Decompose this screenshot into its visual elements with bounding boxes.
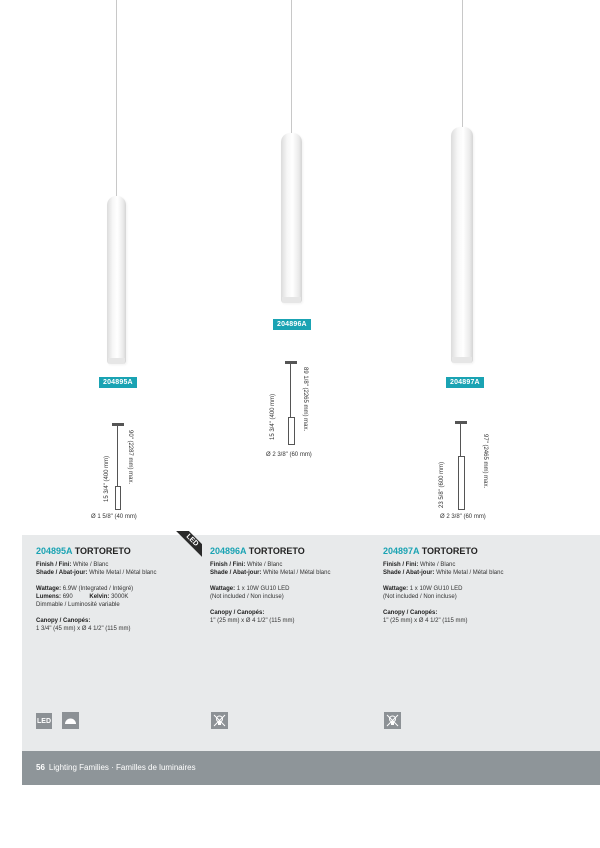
page-number: 56 [36,763,45,772]
product-code-tag: 204897A [446,377,484,388]
pendant-cord [291,0,292,136]
pendant-cord [116,0,117,198]
spec-block-2: 204896A TORTORETO Finish / Fini: White / Blanc Shade / Abat-jour: White Metal / Métal blanc Wattage: 1 x 10W GU10 LED (Not included / Non incluse) Canopy / Canopés: 1" (25 mm) x Ø 4 1/2" (115 mm) [210,546,331,624]
pendant-cord [462,0,463,130]
dimension-diameter: Ø 1 5/8" (40 mm) [91,514,137,520]
product-code-tag: 204896A [273,319,311,330]
dimension-diameter: Ø 2 3/8" (60 mm) [266,452,312,458]
bulb-not-included-icon [384,712,401,729]
spec-block-1: 204895A TORTORETO Finish / Fini: White / Blanc Shade / Abat-jour: White Metal / Métal blanc Wattage: 6.9W (Integrated / Intégré) Lumens: 690 Kelvin: 3000K Dimmable / Luminosité variable Canopy / Canopés: 1 3/4" (45 mm) x Ø 4 1/2" (115 mm) [36,546,157,632]
product-title: 204897A TORTORETO [383,546,478,556]
product-title: 204896A TORTORETO [210,546,305,556]
page-footer [22,751,600,785]
dimension-height: 15 3/4" (400 mm) [270,393,276,440]
dimension-max: 97" (2465 mm) max. [482,434,488,489]
dimension-height: 15 3/4" (400 mm) [104,455,110,502]
led-icon: LED [36,713,52,729]
dimension-max: 90" (2287 mm) max. [127,430,133,485]
spec-block-3: 204897A TORTORETO Finish / Fini: White / Blanc Shade / Abat-jour: White Metal / Métal blanc Wattage: 1 x 10W GU10 LED (Not included / Non incluse) Canopy / Canopés: 1" (25 mm) x Ø 4 1/2" (115 mm) [383,546,504,624]
pendant-tube [281,133,302,303]
led-ribbon: LED [176,531,202,557]
product-title: 204895A TORTORETO [36,546,131,556]
pendant-tube [451,127,473,363]
footer-text: Lighting Families · Familles de luminaires [48,763,196,772]
dimension-height: 23 5/8" (600 mm) [439,461,445,508]
bulb-not-included-icon [211,712,228,729]
dimension-diameter: Ø 2 3/8" (60 mm) [440,514,486,520]
dimmer-icon [62,712,79,729]
product-code-tag: 204895A [99,377,137,388]
pendant-tube [107,196,126,364]
dimension-max: 89 1/8" (2265 mm) max. [302,367,308,432]
